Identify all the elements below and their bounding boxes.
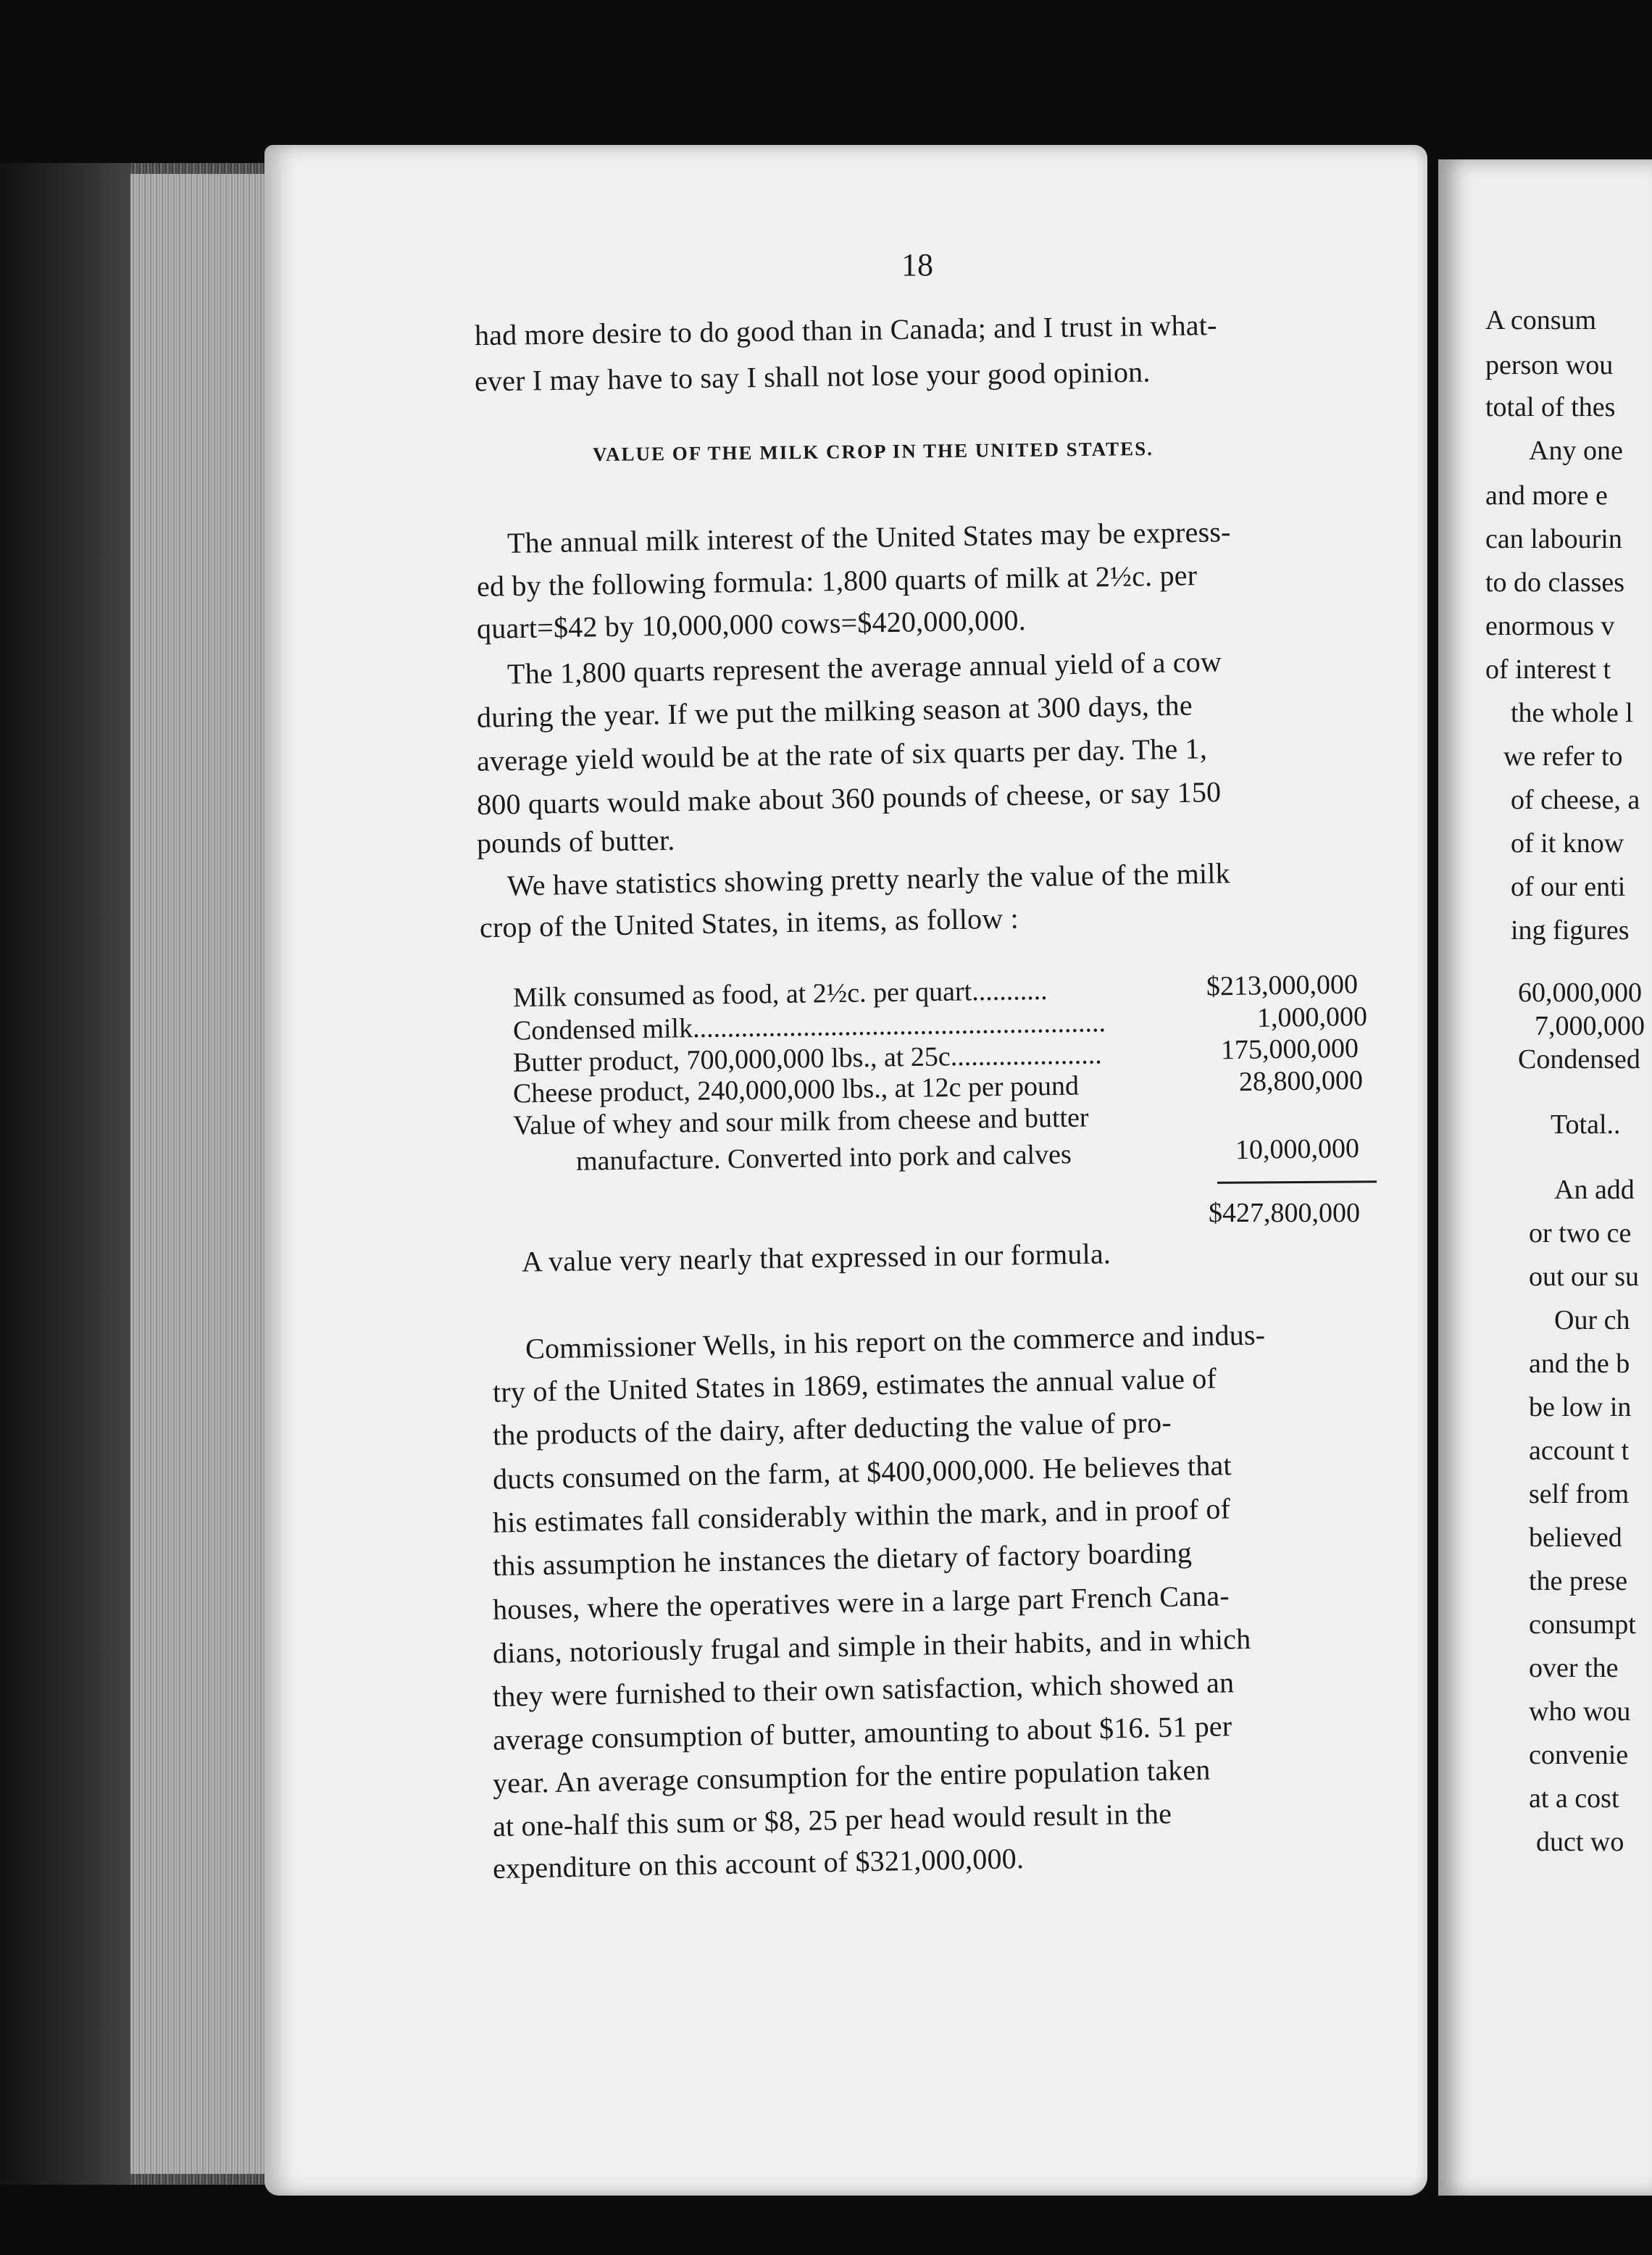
- paragraph-4-line: dians, notoriously frugal and simple in their habits, and in which: [492, 1622, 1251, 1670]
- paragraph-4-line: Commissioner Wells, in his report on the commerce and indus-: [525, 1318, 1266, 1365]
- table-total: $427,800,000: [1209, 1198, 1360, 1228]
- paragraph-3-line: crop of the United States, in items, as follow :: [479, 901, 1019, 944]
- right-page-line: to do classes: [1485, 567, 1625, 598]
- table-row-label: manufacture. Converted into pork and calves: [575, 1139, 1072, 1177]
- right-page-line: of it know: [1511, 828, 1624, 859]
- table-row-value: $213,000,000: [1206, 969, 1359, 1002]
- right-page-line: total of thes: [1485, 392, 1616, 422]
- right-page-line: A consum: [1485, 305, 1597, 335]
- right-page-line: out our su: [1529, 1262, 1639, 1292]
- table-row-value: 28,800,000: [1238, 1064, 1364, 1098]
- right-page-line: Total..: [1551, 1109, 1621, 1140]
- intro-line: ever I may have to say I shall not lose your good opinion.: [474, 355, 1151, 398]
- paragraph-2-line: The 1,800 quarts represent the average annual yield of a cow: [506, 645, 1222, 691]
- table-row-value: 1,000,000: [1256, 1001, 1368, 1034]
- right-page-line: 7,000,000: [1535, 1011, 1645, 1041]
- paragraph-4-line: expenditure on this account of $321,000,000.: [492, 1841, 1025, 1885]
- right-page-line: and more e: [1485, 480, 1608, 511]
- right-page-line: of our enti: [1511, 872, 1626, 902]
- table-row-label: Condensed milk............................................................: [512, 1007, 1106, 1046]
- book-page-stack: [130, 174, 268, 2174]
- paragraph-2-line: average yield would be at the rate of six quarts per day. The 1,: [476, 732, 1208, 778]
- table-row-label: Butter product, 700,000,000 lbs., at 25c......................: [512, 1039, 1102, 1078]
- right-page-line: we refer to: [1503, 741, 1623, 772]
- table-row-value: 10,000,000: [1235, 1133, 1360, 1166]
- right-page-line: Condensed: [1518, 1044, 1640, 1075]
- intro-line: had more desire to do good than in Canada; and I trust in what-: [474, 308, 1217, 352]
- right-page-line: convenie: [1529, 1740, 1629, 1770]
- right-page-line: and the b: [1529, 1349, 1630, 1379]
- right-page-line: 60,000,000: [1518, 978, 1642, 1008]
- paragraph-2-line: pounds of butter.: [476, 823, 675, 860]
- page-number: 18: [901, 247, 933, 283]
- paragraph-4-line: average consumption of butter, amounting to about $16. 51 per: [492, 1709, 1232, 1756]
- right-page-line: be low in: [1529, 1392, 1632, 1422]
- right-page-line: consumpt: [1529, 1609, 1636, 1640]
- right-page-line: An add: [1554, 1175, 1635, 1205]
- right-page-line: person wou: [1485, 350, 1614, 380]
- right-page-line: believed: [1529, 1522, 1622, 1553]
- right-page-line: over the: [1529, 1653, 1619, 1683]
- right-page-line: Any one: [1529, 435, 1623, 466]
- right-page-line: at a cost: [1529, 1783, 1619, 1814]
- paragraph-1-line: quart=$42 by 10,000,000 cows=$420,000,000.: [476, 604, 1027, 645]
- right-page-line: ing figures: [1511, 915, 1630, 946]
- book-spine-shadow: [0, 163, 130, 2185]
- paragraph-4-line: at one-half this sum or $8, 25 per head would result in the: [492, 1797, 1172, 1843]
- right-page-line: account t: [1529, 1435, 1630, 1466]
- right-page-line: can labourin: [1485, 524, 1622, 554]
- paragraph-2-line: 800 quarts would make about 360 pounds of cheese, or say 150: [476, 775, 1222, 821]
- table-row-label: Cheese product, 240,000,000 lbs., at 12c per pound: [512, 1070, 1080, 1109]
- right-page-line: or two ce: [1529, 1218, 1632, 1249]
- right-page-line: the whole l: [1511, 698, 1633, 728]
- paragraph-4-line: this assumption he instances the dietary of factory boarding: [492, 1535, 1193, 1583]
- paragraph-4-line: year. An average consumption for the entire population taken: [492, 1753, 1211, 1800]
- right-page-line: the prese: [1529, 1566, 1628, 1596]
- right-page-line: who wou: [1529, 1696, 1631, 1727]
- paragraph-3-line: We have statistics showing pretty nearly the value of the milk: [506, 856, 1231, 902]
- right-page-line: enormous v: [1485, 611, 1615, 641]
- right-page-line: of cheese, a: [1511, 785, 1640, 815]
- paragraph-4-line: try of the United States in 1869, estimates the annual value of: [492, 1362, 1217, 1409]
- right-page-line: self from: [1529, 1479, 1630, 1509]
- paragraph-4-line: ducts consumed on the farm, at $400,000,000. He believes that: [492, 1449, 1232, 1496]
- paragraph-4-line: the products of the dairy, after deducting the value of pro-: [492, 1406, 1172, 1451]
- right-page-line: of interest t: [1485, 654, 1611, 685]
- paragraph-4-line: his estimates fall considerably within the mark, and in proof of: [492, 1492, 1231, 1539]
- paragraph-1-line: The annual milk interest of the United States may be express-: [506, 515, 1231, 559]
- table-row-label: Milk consumed as food, at 2½c. per quart...........: [512, 975, 1048, 1014]
- paragraph-1-line: ed by the following formula: 1,800 quarts of milk at 2½c. per: [476, 559, 1198, 603]
- paragraph-4-line: they were furnished to their own satisfaction, which showed an: [492, 1666, 1235, 1713]
- section-heading: VALUE OF THE MILK CROP IN THE UNITED STATES.: [592, 437, 1154, 466]
- table-conclusion: A value very nearly that expressed in our formula.: [521, 1237, 1111, 1278]
- table-row-label: Value of whey and sour milk from cheese and butter: [512, 1102, 1089, 1141]
- right-page-line: Our ch: [1554, 1305, 1630, 1335]
- right-page-line: duct wo: [1536, 1827, 1624, 1857]
- paragraph-2-line: during the year. If we put the milking season at 300 days, the: [476, 688, 1193, 734]
- paragraph-4-line: houses, where the operatives were in a large part French Cana-: [492, 1579, 1230, 1626]
- table-row-value: 175,000,000: [1220, 1033, 1359, 1066]
